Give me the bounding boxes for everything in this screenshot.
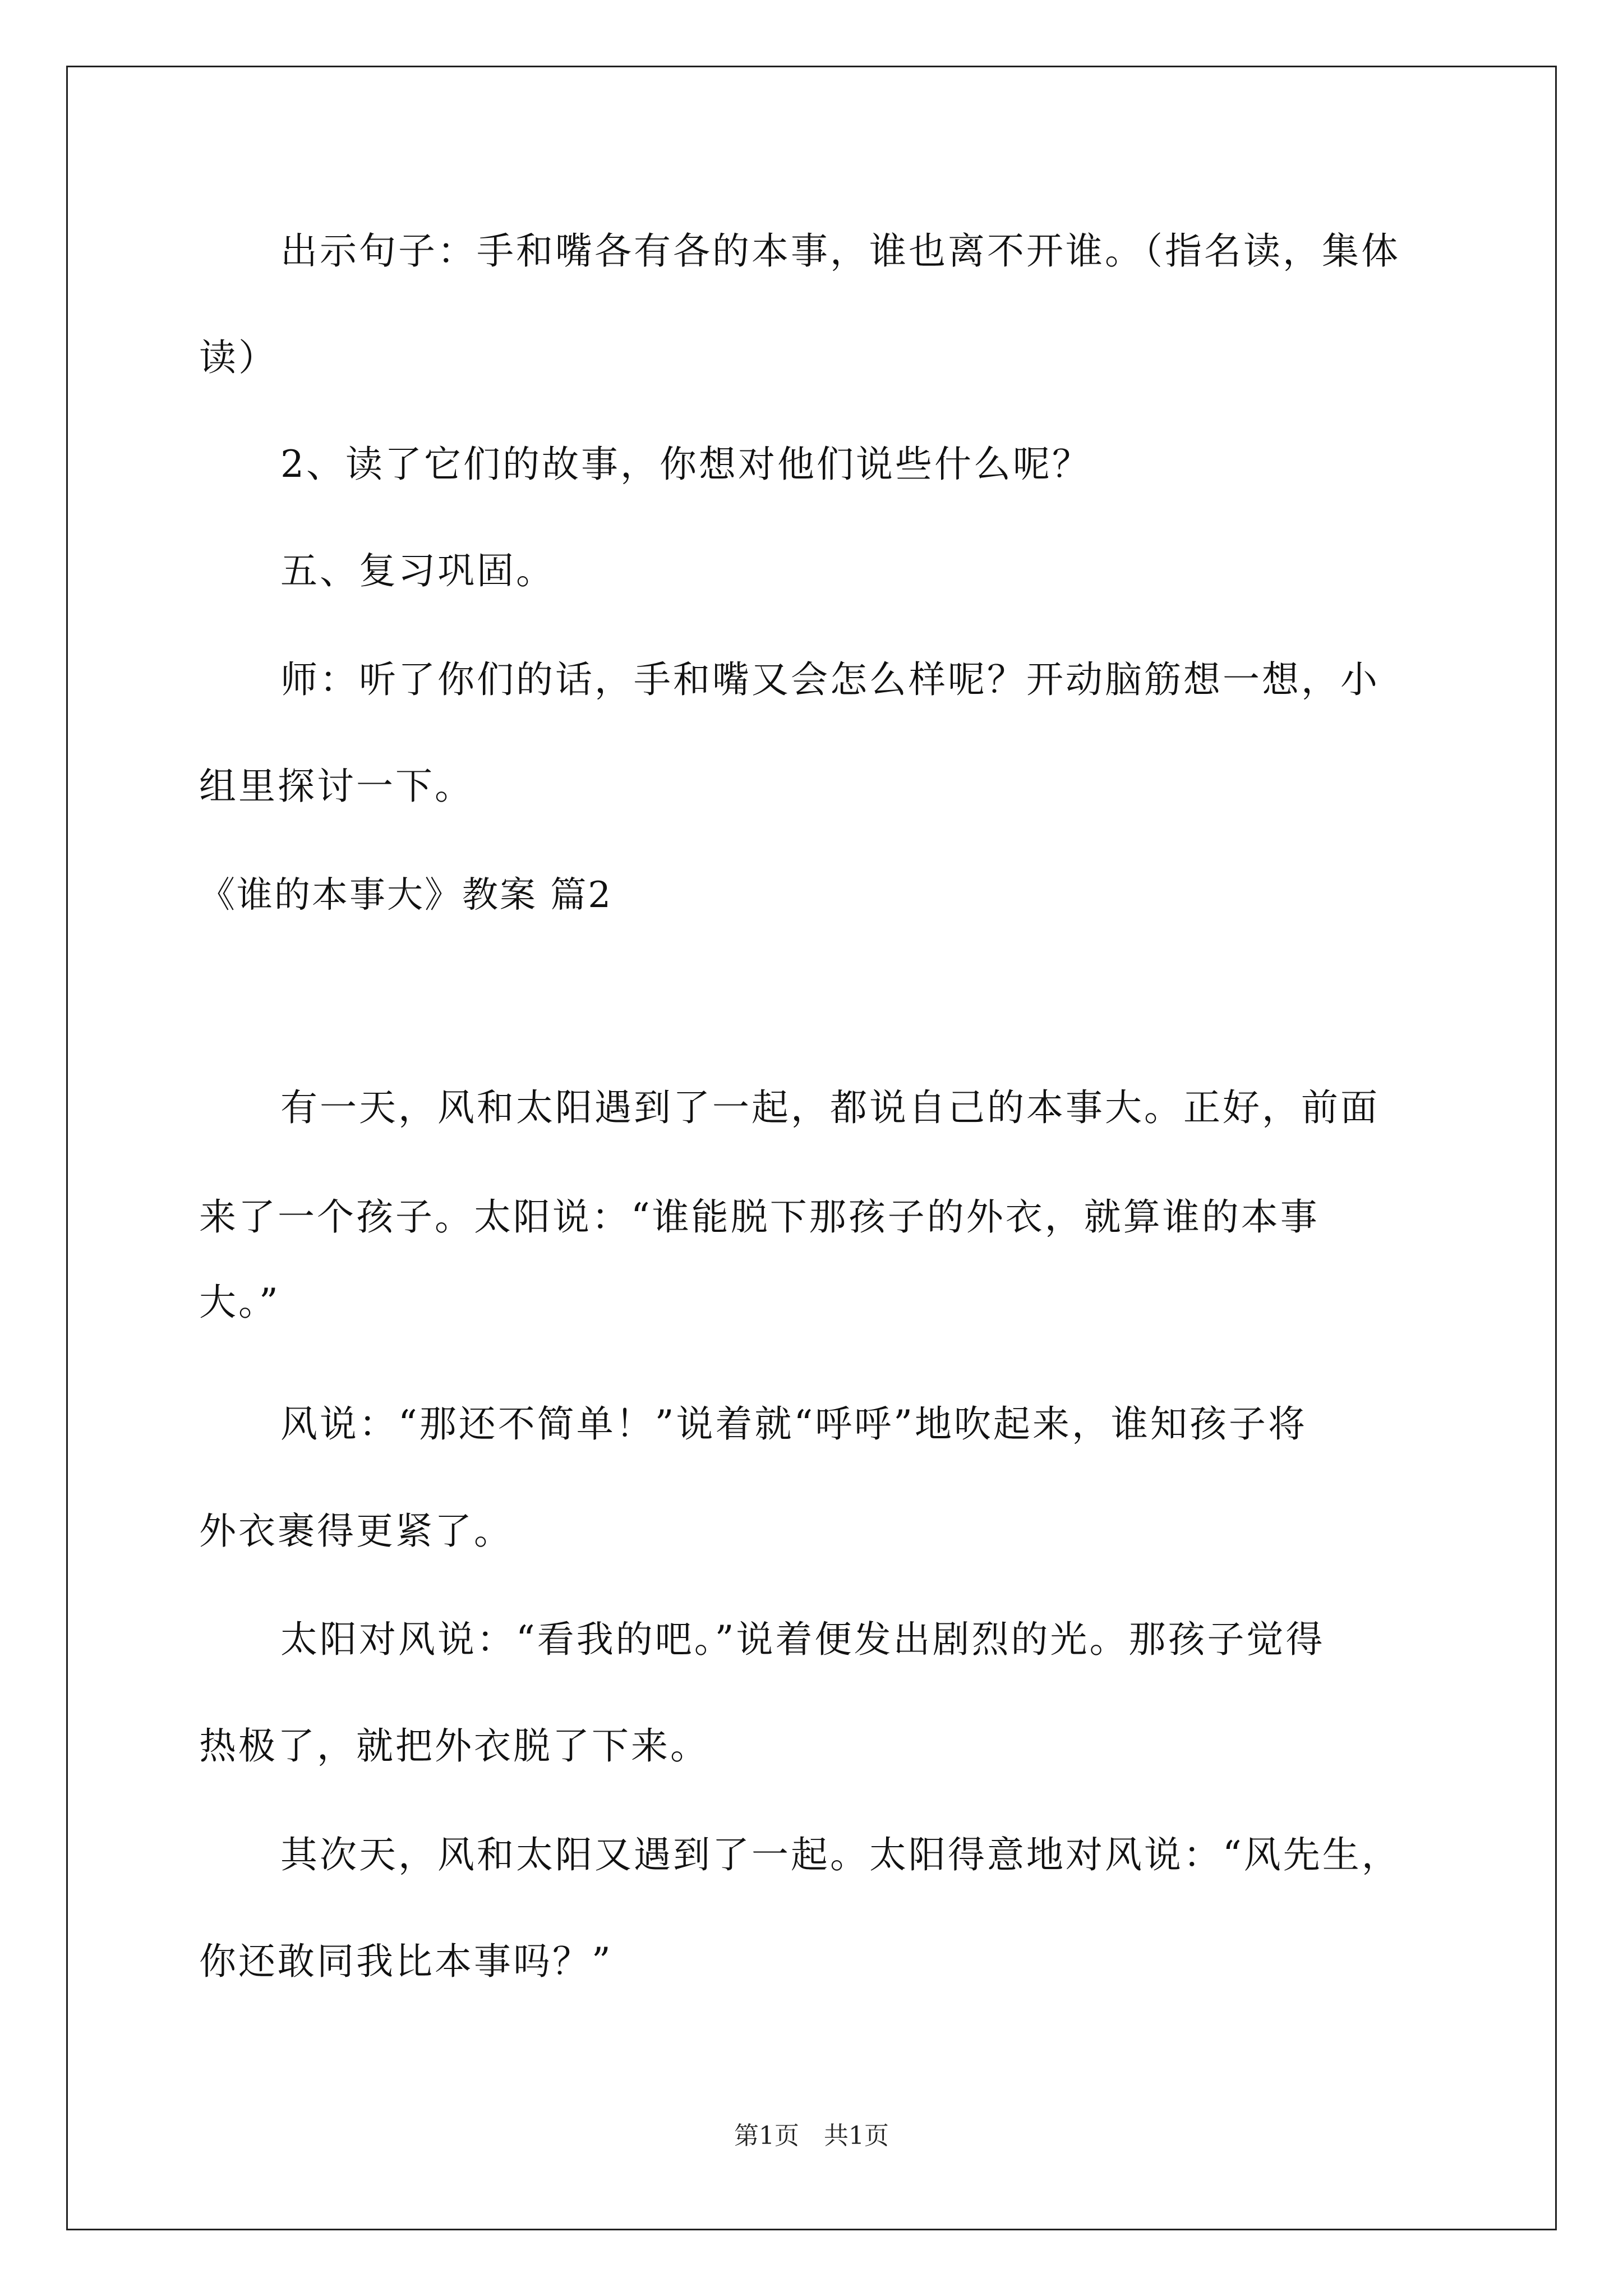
text-line: 太阳对风说：“看我的吧。”说着便发出剧烈的光。那孩子觉得 — [280, 1618, 1325, 1661]
text-line: 外衣裹得更紧了。 — [199, 1510, 513, 1553]
page-border — [66, 66, 1557, 2230]
text-line: 其次天，风和太阳又遇到了一起。太阳得意地对风说：“风先生， — [280, 1833, 1401, 1876]
text-line: 出示句子：手和嘴各有各的本事，谁也离不开谁。（指名读，集体 — [280, 229, 1400, 273]
text-line: 你还敢同我比本事吗？” — [199, 1940, 613, 1983]
section-heading: 《谁的本事大》教案 篇2 — [199, 875, 613, 916]
text-line: 组里探讨一下。 — [199, 765, 474, 808]
text-line: 五、复习巩固。 — [280, 549, 555, 592]
text-line: 师：听了你们的话，手和嘴又会怎么样呢？开动脑筋想一想，小 — [280, 658, 1380, 701]
text-line: 来了一个孩子。太阳说：“谁能脱下那孩子的外衣，就算谁的本事 — [199, 1195, 1320, 1239]
page-number-footer: 第1页 共1页 — [734, 2122, 889, 2150]
text-line: 大。” — [199, 1281, 280, 1324]
text-line: 风说：“那还不简单！”说着就“呼呼”地吹起来，谁知孩子将 — [280, 1402, 1307, 1446]
text-line: 读） — [199, 336, 278, 379]
text-line: 有一天，风和太阳遇到了一起，都说自己的本事大。正好，前面 — [280, 1086, 1380, 1129]
text-line: 热极了，就把外衣脱了下来。 — [199, 1724, 709, 1768]
text-line: 2、读了它们的故事，你想对他们说些什么呢？ — [280, 443, 1091, 486]
